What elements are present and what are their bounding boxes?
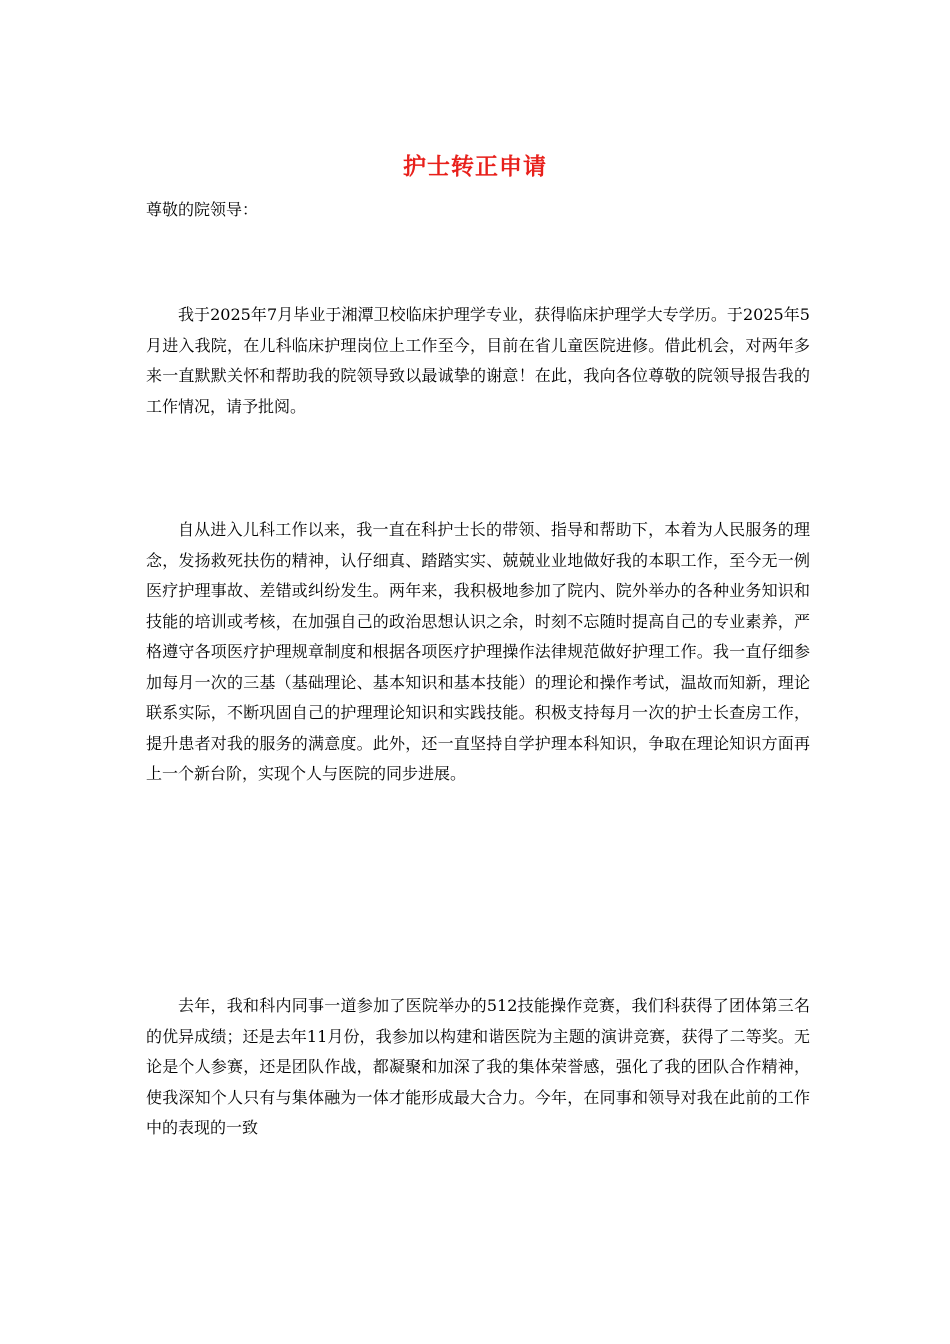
paragraph-work-performance: 自从进入儿科工作以来，我一直在科护士长的带领、指导和帮助下，本着为人民服务的理念，发扬救死扶伤的精神，认仔细真、踏踏实实、兢兢业业地做好我的本职工作，至今无一例医疗护理事故、差错或纠纷发生。两年来，我积极地参加了院内、院外举办的各种业务知识和技能的培训或考核，在加强自己的政治思想认识之余，时刻不忘随时提高自己的专业素养，严格遵守各项医疗护理规章制度和根据各项医疗护理操作法律规范做好护理工作。我一直仔细参加每月一次的三基（基础理论、基本知识和基本技能）的理论和操作考试，温故而知新，理论联系实际，不断巩固自己的护理理论知识和实践技能。积极支持每月一次的护士长查房工作，提升患者对我的服务的满意度。此外，还一直坚持自学护理本科知识，争取在理论知识方面再上一个新台阶，实现个人与医院的同步进展。	[146, 520, 810, 783]
paragraph-education: 我于2025年7月毕业于湘潭卫校临床护理学专业，获得临床护理学大专学历。于2025年5月进入我院，在儿科临床护理岗位上工作至今，目前在省儿童医院进修。借此机会，对两年多来一直默默关怀和帮助我的院领导致以最诚挚的谢意！在此，我向各位尊敬的院领导报告我的工作情况，请予批阅。	[146, 305, 810, 416]
salutation: 尊敬的院领导：	[146, 200, 259, 219]
document-title: 护士转正申请	[403, 153, 547, 180]
paragraph-competitions: 去年，我和科内同事一道参加了医院举办的512技能操作竞赛，我们科获得了团体第三名的优异成绩；还是去年11月份，我参加以构建和谐医院为主题的演讲竞赛，获得了二等奖。无论是个人参赛，还是团队作战，都凝聚和加深了我的集体荣誉感，强化了我的团队合作精神，使我深知个人只有与集体融为一体才能形成最大合力。今年，在同事和领导对我在此前的工作中的表现的一致	[146, 996, 810, 1137]
